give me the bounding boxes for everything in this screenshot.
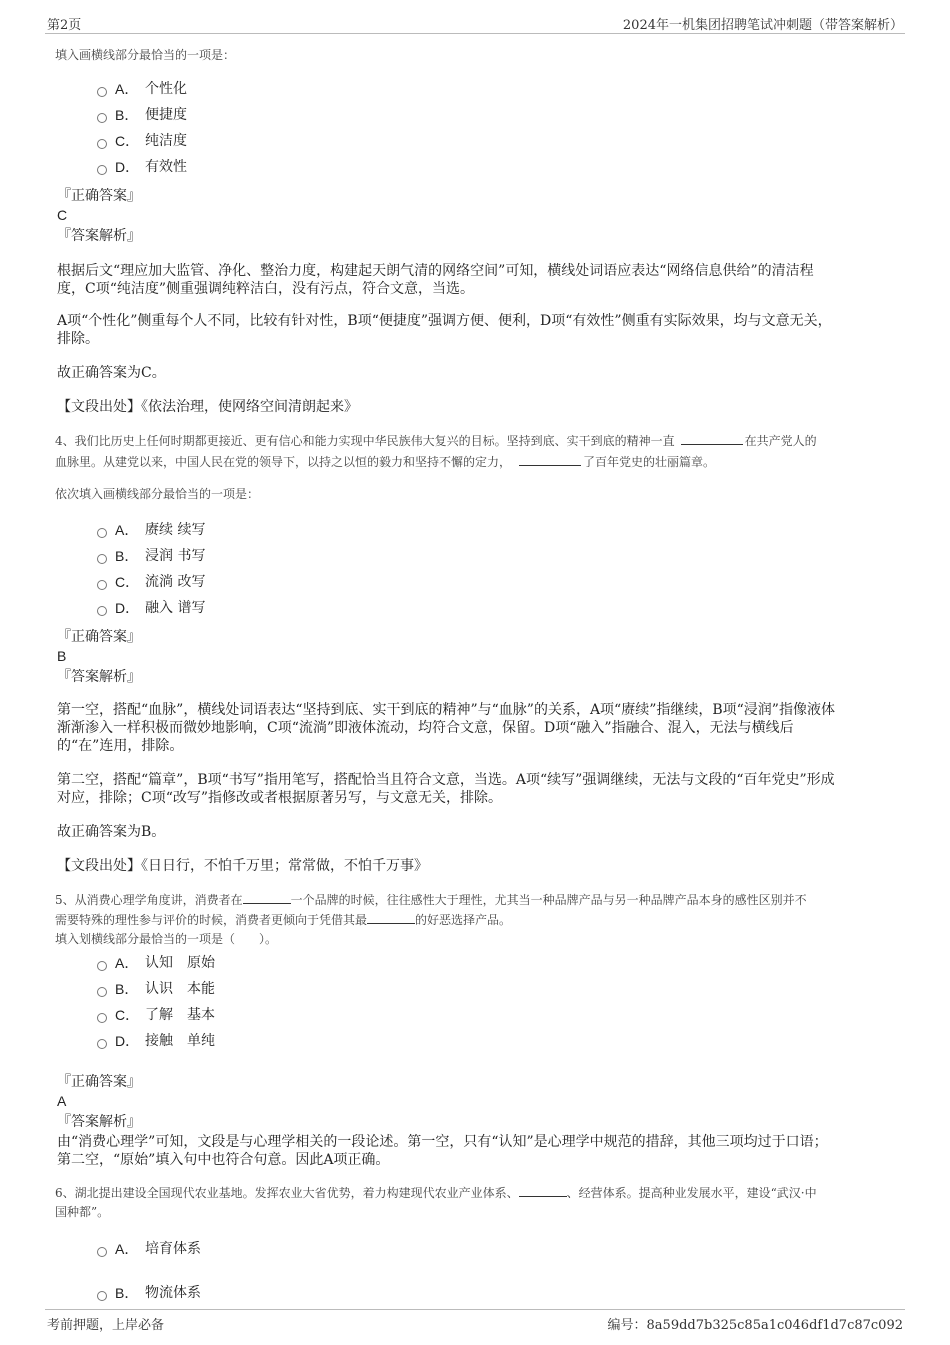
q4-source: 【文段出处】《日日行，不怕千万里；常常做，不怕千万事》	[57, 858, 428, 874]
radio-icon[interactable]	[97, 961, 107, 971]
q3-analysis-p2-line2: 排除。	[57, 331, 99, 347]
q4-analysis-p2-line1: 第二空，搭配“篇章”，B项“书写”指用笔写，搭配恰当且符合文意，当选。A项“续写”强调继续，无法与文段的“百年党史”形成	[57, 772, 835, 788]
q5-stem-text: 需要特殊的理性参与评价的时候，消费者更倾向于凭借其最	[55, 913, 368, 927]
q4-stem-text: 了百年党史的壮丽篇章。	[583, 455, 716, 469]
option-text: 纯洁度	[145, 133, 187, 149]
q4-option-a[interactable]	[97, 520, 205, 540]
q5-stem-line2	[55, 911, 511, 930]
q6-stem-line2: 国种都”。	[55, 1205, 110, 1219]
q4-stem-text: 4、我们比历史上任何时期都更接近、更有信心和能力实现中华民族伟大复兴的目标。坚持到底、实干到底的精神一直	[55, 434, 675, 448]
option-text: 个性化	[145, 81, 187, 97]
q4-stem-text: 血脉里。从建党以来，中国人民在党的领导下，以持之以恒的毅力和坚持不懈的定力，	[55, 455, 512, 469]
q3-instruction: 填入画横线部分最恰当的一项是：	[55, 48, 236, 62]
q5-stem-text: 一个品牌的时候，往往感性大于理性，尤其当一种品牌产品与另一种品牌产品本身的感性区别并不	[290, 893, 807, 907]
radio-icon[interactable]	[97, 606, 107, 616]
q3-option-b[interactable]	[97, 105, 187, 125]
option-text: 培育体系	[145, 1241, 201, 1257]
q5-option-d[interactable]	[97, 1031, 215, 1051]
q3-analysis-p2-line1: A项“个性化”侧重每个人不同，比较有针对性，B项“便捷度”强调方便、便利，D项“有效性”侧重有实际效果，均与文意无关，	[57, 313, 832, 329]
q5-option-b[interactable]	[97, 979, 215, 999]
footer-divider	[45, 1309, 905, 1310]
q4-stem-line2	[55, 452, 715, 472]
option-letter: B．	[115, 548, 139, 564]
q5-instruction: 填入划横线部分最恰当的一项是（ ）。	[55, 932, 278, 946]
q3-answer-value: C	[57, 207, 68, 223]
q3-option-d[interactable]	[97, 157, 187, 177]
option-letter: D．	[115, 1033, 140, 1049]
q3-option-a[interactable]	[97, 79, 187, 99]
option-text: 浸润 书写	[145, 548, 206, 564]
option-text: 有效性	[145, 159, 187, 175]
q3-answer-label: 『正确答案』	[57, 188, 141, 204]
q5-answer-value: A	[57, 1093, 67, 1109]
q5-stem-text: 的好恶选择产品。	[415, 913, 512, 927]
q4-answer-label: 『正确答案』	[57, 629, 141, 645]
q5-stem-line1	[55, 891, 807, 910]
option-letter: A．	[115, 1241, 139, 1257]
radio-icon[interactable]	[97, 580, 107, 590]
q4-stem-text: 在共产党人的	[744, 434, 817, 448]
q6-stem-text: 、经营体系。提高种业发展水平，建设“武汉·中	[566, 1186, 817, 1200]
footer-slogan: 考前押题，上岸必备	[47, 1318, 165, 1333]
q3-analysis-label: 『答案解析』	[57, 228, 141, 244]
q6-option-a[interactable]	[97, 1239, 201, 1259]
option-letter: D．	[115, 600, 140, 616]
option-text: 便捷度	[145, 107, 187, 123]
radio-icon[interactable]	[97, 1291, 107, 1301]
q3-analysis-p1-line2: 度，C项“纯洁度”侧重强调纯粹洁白，没有污点，符合文意，当选。	[57, 281, 475, 297]
q5-analysis-line2: 第二空，“原始”填入句中也符合句意。因此A项正确。	[57, 1152, 390, 1168]
q4-instruction: 依次填入画横线部分最恰当的一项是：	[55, 487, 260, 501]
option-text: 了解 基本	[145, 1007, 215, 1023]
option-text: 物流体系	[145, 1285, 201, 1301]
radio-icon[interactable]	[97, 139, 107, 149]
radio-icon[interactable]	[97, 1013, 107, 1023]
option-text: 融入 谱写	[145, 600, 206, 616]
q3-conclusion: 故正确答案为C。	[57, 365, 166, 381]
option-text: 认识 本能	[145, 981, 215, 997]
q4-option-d[interactable]	[97, 598, 205, 618]
q4-analysis-p1-line3: 的“在”连用，排除。	[57, 738, 184, 754]
radio-icon[interactable]	[97, 87, 107, 97]
blank-line	[519, 452, 581, 466]
radio-icon[interactable]	[97, 528, 107, 538]
header-divider	[45, 33, 905, 34]
radio-icon[interactable]	[97, 1247, 107, 1257]
option-text: 流淌 改写	[145, 574, 206, 590]
option-letter: D．	[115, 159, 140, 175]
q5-analysis-label: 『答案解析』	[57, 1114, 141, 1130]
q4-analysis-p2-line2: 对应，排除；C项“改写”指修改或者根据原著另写，与文意无关，排除。	[57, 790, 503, 806]
q5-answer-label: 『正确答案』	[57, 1074, 141, 1090]
blank-line	[243, 891, 291, 904]
q4-analysis-p1-line2: 渐渐渗入一样积极而微妙地影响，C项“流淌”即液体流动，均符合文意，保留。D项“融入”指融合、混入，无法与横线后	[57, 720, 794, 736]
option-letter: A．	[115, 522, 139, 538]
option-text: 赓续 续写	[145, 522, 206, 538]
radio-icon[interactable]	[97, 1039, 107, 1049]
option-letter: B．	[115, 1285, 139, 1301]
q6-stem-line1	[55, 1184, 817, 1203]
q4-answer-value: B	[57, 648, 67, 664]
option-letter: C．	[115, 1007, 140, 1023]
q6-stem-text: 6、湖北提出建设全国现代农业基地。发挥农业大省优势，着力构建现代农业产业体系、	[55, 1186, 519, 1200]
document-title: 2024年一机集团招聘笔试冲刺题（带答案解析）	[622, 18, 903, 33]
q4-analysis-label: 『答案解析』	[57, 669, 141, 685]
q6-option-b[interactable]	[97, 1283, 201, 1303]
option-text: 接触 单纯	[145, 1033, 215, 1049]
radio-icon[interactable]	[97, 113, 107, 123]
q3-analysis-p1-line1: 根据后文“理应加大监管、净化、整治力度，构建起天朗气清的网络空间”可知，横线处词语应表达“网络信息供给”的清洁程	[57, 263, 814, 279]
option-letter: B．	[115, 981, 139, 997]
q4-analysis-p1-line1: 第一空，搭配“血脉”，横线处词语表达“坚持到底、实干到底的精神”与“血脉”的关系，A项“赓续”指继续，B项“浸润”指像液体	[57, 702, 835, 718]
radio-icon[interactable]	[97, 554, 107, 564]
option-text: 认知 原始	[145, 955, 215, 971]
blank-line	[367, 911, 415, 924]
radio-icon[interactable]	[97, 165, 107, 175]
q5-option-a[interactable]	[97, 953, 215, 973]
q5-stem-text: 5、从消费心理学角度讲，消费者在	[55, 893, 243, 907]
radio-icon[interactable]	[97, 987, 107, 997]
option-letter: B．	[115, 107, 139, 123]
option-letter: C．	[115, 133, 140, 149]
q5-analysis-line1: 由“消费心理学”可知，文段是与心理学相关的一段论述。第一空，只有“认知”是心理学中规范的措辞，其他三项均过于口语；	[57, 1134, 828, 1150]
q3-source: 【文段出处】《依法治理，使网络空间清朗起来》	[57, 399, 358, 415]
q4-stem-line1	[55, 431, 817, 451]
option-letter: A．	[115, 955, 139, 971]
blank-line	[519, 1184, 567, 1197]
q4-conclusion: 故正确答案为B。	[57, 824, 166, 840]
blank-line	[681, 431, 743, 445]
option-letter: A．	[115, 81, 139, 97]
q5-option-c[interactable]	[97, 1005, 215, 1025]
option-letter: C．	[115, 574, 140, 590]
footer-serial-number: 编号：8a59dd7b325c85a1c046df1d7c87c092	[607, 1318, 903, 1333]
q3-option-c[interactable]	[97, 131, 187, 151]
q4-option-c[interactable]	[97, 572, 205, 592]
q4-option-b[interactable]	[97, 546, 205, 566]
page-number: 第2页	[47, 18, 82, 33]
